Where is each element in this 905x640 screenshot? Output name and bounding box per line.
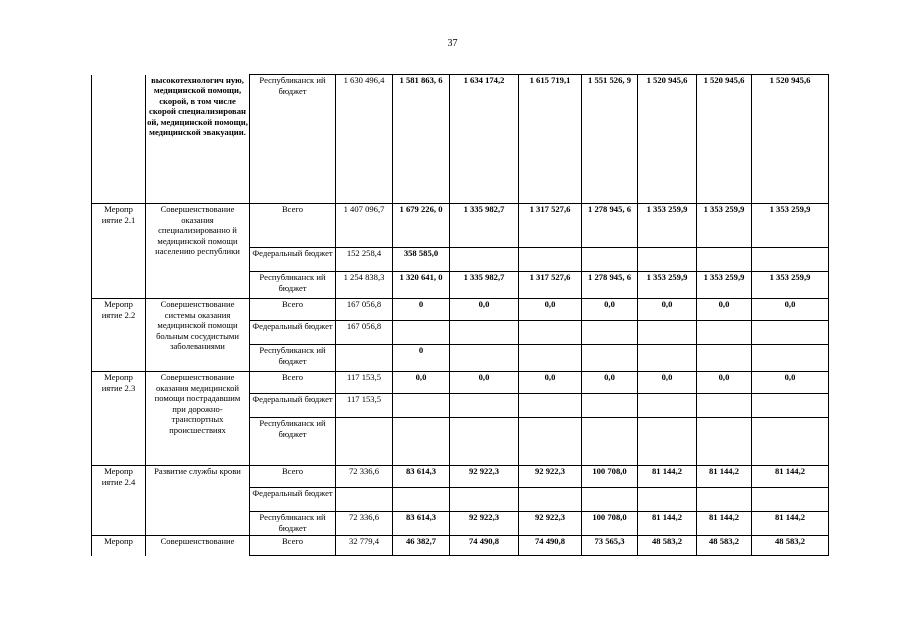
amount-cell: 1 353 259,9: [697, 204, 752, 248]
amount-cell: 0,0: [752, 299, 829, 321]
amount-cell: 1 615 719,1: [519, 75, 582, 204]
amount-cell: 1 353 259,9: [638, 272, 697, 299]
amount-cell: 0,0: [582, 372, 638, 394]
amount-cell: 48 583,2: [697, 536, 752, 556]
funding-source-cell: Всего: [250, 204, 336, 248]
funding-source-cell: Федеральный бюджет: [250, 321, 336, 345]
amount-cell: 81 144,2: [697, 512, 752, 536]
amount-cell: 0,0: [752, 372, 829, 394]
amount-cell: 1 353 259,9: [752, 272, 829, 299]
amount-cell: 81 144,2: [752, 512, 829, 536]
amount-cell: [450, 345, 519, 372]
amount-cell: [582, 248, 638, 272]
amount-cell: [638, 418, 697, 466]
funding-source-cell: Федеральный бюджет: [250, 248, 336, 272]
amount-cell: [519, 248, 582, 272]
amount-cell: [582, 321, 638, 345]
amount-cell: [582, 345, 638, 372]
funding-source-cell: Всего: [250, 299, 336, 321]
page-number: 37: [447, 38, 458, 49]
event-name-cell: Совершенствование оказания медицинской помощи пострадавшим при дорожно-транспортных происшествиях: [146, 372, 250, 466]
amount-cell: 83 614,3: [393, 466, 450, 488]
amount-cell: [336, 418, 393, 466]
amount-cell: [638, 394, 697, 418]
event-number-cell: Меропр иятие 2.4: [92, 466, 146, 536]
amount-cell: 46 382,7: [393, 536, 450, 556]
amount-cell: 92 922,3: [450, 512, 519, 536]
amount-cell: [450, 488, 519, 512]
amount-cell: [752, 248, 829, 272]
amount-cell: 0,0: [697, 299, 752, 321]
event-name-cell: Совершенствование системы оказания медицинской помощи больным сосудистыми заболеваниями: [146, 299, 250, 372]
amount-cell: [393, 321, 450, 345]
amount-cell: 1 317 527,6: [519, 204, 582, 248]
table-row: [92, 536, 829, 556]
amount-cell: 81 144,2: [697, 466, 752, 488]
amount-cell: [519, 418, 582, 466]
amount-cell: 1 581 863, 6: [393, 75, 450, 204]
amount-cell: 152 258,4: [336, 248, 393, 272]
amount-cell: 0,0: [697, 372, 752, 394]
amount-cell: 0,0: [519, 299, 582, 321]
amount-cell: [519, 394, 582, 418]
amount-cell: [752, 488, 829, 512]
amount-cell: 0,0: [519, 372, 582, 394]
amount-cell: 167 056,8: [336, 321, 393, 345]
table-row: [92, 466, 829, 488]
amount-cell: [336, 488, 393, 512]
funding-source-cell: Республиканск ий бюджет: [250, 418, 336, 466]
table-row: [92, 75, 829, 204]
amount-cell: 48 583,2: [638, 536, 697, 556]
amount-cell: 81 144,2: [638, 512, 697, 536]
table-row: [92, 299, 829, 321]
amount-cell: [393, 418, 450, 466]
amount-cell: 0,0: [582, 299, 638, 321]
amount-cell: 1 320 641, 0: [393, 272, 450, 299]
funding-source-cell: Всего: [250, 466, 336, 488]
amount-cell: [582, 418, 638, 466]
amount-cell: 0: [393, 299, 450, 321]
amount-cell: 117 153,5: [336, 372, 393, 394]
amount-cell: [393, 394, 450, 418]
funding-source-cell: Республиканск ий бюджет: [250, 272, 336, 299]
event-name-cell: Совершенствование: [146, 536, 250, 556]
amount-cell: [697, 418, 752, 466]
amount-cell: [582, 488, 638, 512]
event-number-cell: Меропр иятие 2.1: [92, 204, 146, 299]
amount-cell: 1 407 096,7: [336, 204, 393, 248]
amount-cell: 100 708,0: [582, 466, 638, 488]
event-name-cell: высокотехнологич ную, медицинской помощи, скорой, в том числе скорой специализирован ой, медицинской помощи, медицинской эвакуации.: [146, 75, 250, 204]
amount-cell: [697, 488, 752, 512]
amount-cell: [752, 418, 829, 466]
amount-cell: [638, 488, 697, 512]
amount-cell: 1 520 945,6: [752, 75, 829, 204]
amount-cell: [450, 248, 519, 272]
amount-cell: [752, 321, 829, 345]
amount-cell: 0,0: [450, 372, 519, 394]
amount-cell: [519, 345, 582, 372]
event-number-cell: Меропр: [92, 536, 146, 556]
amount-cell: 1 278 945, 6: [582, 272, 638, 299]
funding-source-cell: Республиканск ий бюджет: [250, 345, 336, 372]
amount-cell: [638, 321, 697, 345]
amount-cell: 1 335 982,7: [450, 272, 519, 299]
amount-cell: [697, 248, 752, 272]
amount-cell: [519, 321, 582, 345]
amount-cell: 0,0: [450, 299, 519, 321]
amount-cell: [393, 488, 450, 512]
amount-cell: 48 583,2: [752, 536, 829, 556]
amount-cell: 1 317 527,6: [519, 272, 582, 299]
amount-cell: 32 779,4: [336, 536, 393, 556]
amount-cell: [450, 394, 519, 418]
amount-cell: 1 254 838,3: [336, 272, 393, 299]
amount-cell: 81 144,2: [638, 466, 697, 488]
event-number-cell: [92, 75, 146, 204]
amount-cell: 1 353 259,9: [697, 272, 752, 299]
amount-cell: 74 490,8: [519, 536, 582, 556]
amount-cell: 92 922,3: [519, 512, 582, 536]
amount-cell: 1 551 526, 9: [582, 75, 638, 204]
amount-cell: 1 335 982,7: [450, 204, 519, 248]
amount-cell: 0,0: [638, 299, 697, 321]
amount-cell: [582, 394, 638, 418]
amount-cell: 0: [393, 345, 450, 372]
amount-cell: [519, 488, 582, 512]
amount-cell: [697, 394, 752, 418]
amount-cell: 73 565,3: [582, 536, 638, 556]
amount-cell: 1 278 945, 6: [582, 204, 638, 248]
amount-cell: 83 614,3: [393, 512, 450, 536]
event-name-cell: Развитие службы крови: [146, 466, 250, 536]
amount-cell: [336, 345, 393, 372]
amount-cell: 1 520 945,6: [638, 75, 697, 204]
amount-cell: 1 353 259,9: [752, 204, 829, 248]
amount-cell: [638, 345, 697, 372]
amount-cell: 72 336,6: [336, 512, 393, 536]
funding-table: [91, 74, 829, 556]
amount-cell: 1 520 945,6: [697, 75, 752, 204]
amount-cell: 1 634 174,2: [450, 75, 519, 204]
event-number-cell: Меропр иятие 2.2: [92, 299, 146, 372]
amount-cell: 358 585,0: [393, 248, 450, 272]
amount-cell: 92 922,3: [450, 466, 519, 488]
amount-cell: 74 490,8: [450, 536, 519, 556]
event-name-cell: Совершенствование оказания специализированно й медицинской помощи населению республики: [146, 204, 250, 299]
table-row: [92, 372, 829, 394]
amount-cell: 0,0: [638, 372, 697, 394]
amount-cell: [450, 321, 519, 345]
funding-source-cell: Федеральный бюджет: [250, 488, 336, 512]
table-row: [92, 204, 829, 248]
amount-cell: 117 153,5: [336, 394, 393, 418]
amount-cell: 167 056,8: [336, 299, 393, 321]
amount-cell: 92 922,3: [519, 466, 582, 488]
amount-cell: [697, 345, 752, 372]
table-body: [92, 75, 829, 556]
funding-source-cell: Федеральный бюджет: [250, 394, 336, 418]
amount-cell: 100 708,0: [582, 512, 638, 536]
funding-source-cell: Всего: [250, 536, 336, 556]
event-number-cell: Меропр иятие 2.3: [92, 372, 146, 466]
amount-cell: [752, 345, 829, 372]
amount-cell: [697, 321, 752, 345]
amount-cell: 0,0: [393, 372, 450, 394]
amount-cell: 1 353 259,9: [638, 204, 697, 248]
amount-cell: [450, 418, 519, 466]
funding-source-cell: Республиканск ий бюджет: [250, 512, 336, 536]
amount-cell: [752, 394, 829, 418]
amount-cell: 81 144,2: [752, 466, 829, 488]
amount-cell: 72 336,6: [336, 466, 393, 488]
funding-source-cell: Республиканск ий бюджет: [250, 75, 336, 204]
amount-cell: [638, 248, 697, 272]
amount-cell: 1 679 226, 0: [393, 204, 450, 248]
funding-source-cell: Всего: [250, 372, 336, 394]
amount-cell: 1 630 496,4: [336, 75, 393, 204]
